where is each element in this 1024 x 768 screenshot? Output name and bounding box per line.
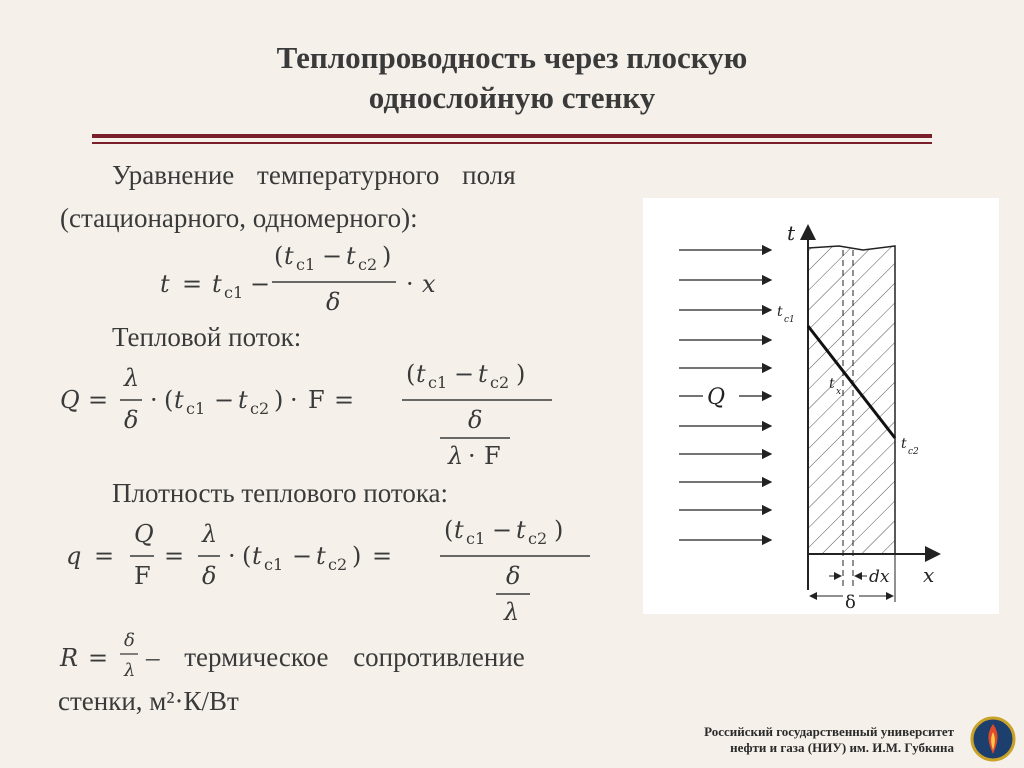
f2-Q: Q [60,386,80,414]
f3-t1: t [252,542,262,570]
f2-lambda: λ [124,364,140,392]
f3-eq1: = [94,542,115,570]
f3-num-sub1: с1 [466,529,486,548]
f2-dot2: · [290,386,298,414]
heat-flow-label: Тепловой поток: [112,322,302,352]
f2-eq2: = [334,386,355,414]
f2-F: F [308,386,325,414]
axis-x-label: x [923,563,935,587]
f3-rparen: ) [352,542,362,570]
f3-lambda: λ [202,520,218,548]
f2-num-minus: − [454,360,475,388]
resistance-units: стенки, м²·К/Вт [58,686,239,716]
f2-sub2: с2 [250,399,270,418]
university-footer [534,724,954,756]
label-Q: Q [707,385,726,410]
f3-num-minus: − [492,516,513,544]
f3-sub1: с1 [264,555,284,574]
f2-t2: t [238,386,248,414]
f3-sub2: с2 [328,555,348,574]
f2-delta1: δ [124,406,139,434]
wall-hatched-region [808,246,895,554]
f3-Q: Q [134,520,154,548]
label-dx: dx [869,567,890,587]
title-divider-thin [92,142,932,144]
f1-num-t2: t [346,242,356,270]
f3-eq2: = [164,542,185,570]
f2-t1: t [174,386,184,414]
label-tx-sub: x [836,387,842,397]
title-line-2: однослойную стенку [368,80,656,115]
heat-flux-density-label: Плотность теплового потока: [112,478,449,508]
f3-lparen: ( [242,542,252,570]
label-delta: δ [845,592,856,613]
label-tc2-sub: с2 [908,447,919,457]
f2-num-t2: t [478,360,488,388]
f1-lparen: ( [274,242,284,270]
f3-dot: · [228,542,236,570]
resistance-description: – термическое сопротивление [146,642,525,672]
f2-rparen: ) [274,386,284,414]
wall-diagram [643,198,999,614]
f2-den-F: F [484,442,501,470]
title-line-1: Теплопроводность через плоскую [276,40,748,75]
f1-den-delta: δ [326,288,341,316]
university-logo-icon [970,716,1016,762]
f2-num-t1: t [416,360,426,388]
f3-num-t2: t [516,516,526,544]
f3-t2: t [316,542,326,570]
f3-den-delta: δ [506,562,521,590]
footer-line-2: нефти и газа (НИУ) им. И.М. Губкина [730,740,954,755]
f3-num-sub2: с2 [528,529,548,548]
f3-q: q [66,542,82,570]
f3-eq3: = [372,542,393,570]
eq-field-line2: (стационарного, одномерного): [60,203,418,233]
title-divider-thick [92,134,932,138]
f3-F: F [134,562,151,590]
f3-delta1: δ [202,562,217,590]
formula-temperature-field [150,240,510,320]
f1-tc1-sub: с1 [224,283,244,302]
f1-num-sub2: с2 [358,255,378,274]
axis-t-label: t [787,221,796,245]
f1-t: t [160,270,170,298]
f2-sub1: с1 [186,399,206,418]
label-tc1: t [777,304,783,320]
f1-num-sub1: с1 [296,255,316,274]
formula-resistance [58,624,158,688]
f1-minus: − [250,270,271,298]
f2-den-delta: δ [468,406,483,434]
label-tc2: t [901,436,907,452]
label-tx: t [829,376,835,392]
footer-line-1: Российский государственный университет [704,724,954,739]
f2-num-sub2: с2 [490,373,510,392]
f4-lambda: λ [124,660,136,681]
f3-num-lparen: ( [444,516,454,544]
f3-den-lambda: λ [504,598,520,626]
f4-delta: δ [124,630,135,651]
f1-eq: = [182,270,203,298]
f2-num-lparen: ( [406,360,416,388]
f1-x: x [422,270,436,298]
formula-heat-flow [58,356,578,476]
f4-eq: = [88,644,109,672]
f1-num-minus: − [322,242,343,270]
wall-diagram-svg [643,198,999,614]
slide-title [0,38,1024,118]
f1-num-t1: t [284,242,294,270]
f1-dot: · [406,270,414,298]
f1-rparen: ) [382,242,392,270]
f3-num-t1: t [454,516,464,544]
f3-minus: − [292,542,313,570]
formula-heat-flux-density [60,512,600,632]
f2-minus: − [214,386,235,414]
eq-field-line1: Уравнение температурного поля [112,160,516,190]
label-tc1-sub: с1 [784,315,795,325]
f3-num-rparen: ) [554,516,564,544]
f2-num-sub1: с1 [428,373,448,392]
f1-tc1: t [212,270,222,298]
f2-den-lambda: λ [448,442,464,470]
f2-lparen: ( [164,386,174,414]
f2-eq1: = [88,386,109,414]
f2-den-dot: · [468,442,476,470]
f2-dot1: · [150,386,158,414]
f2-num-rparen: ) [516,360,526,388]
f4-R: R [60,644,79,672]
